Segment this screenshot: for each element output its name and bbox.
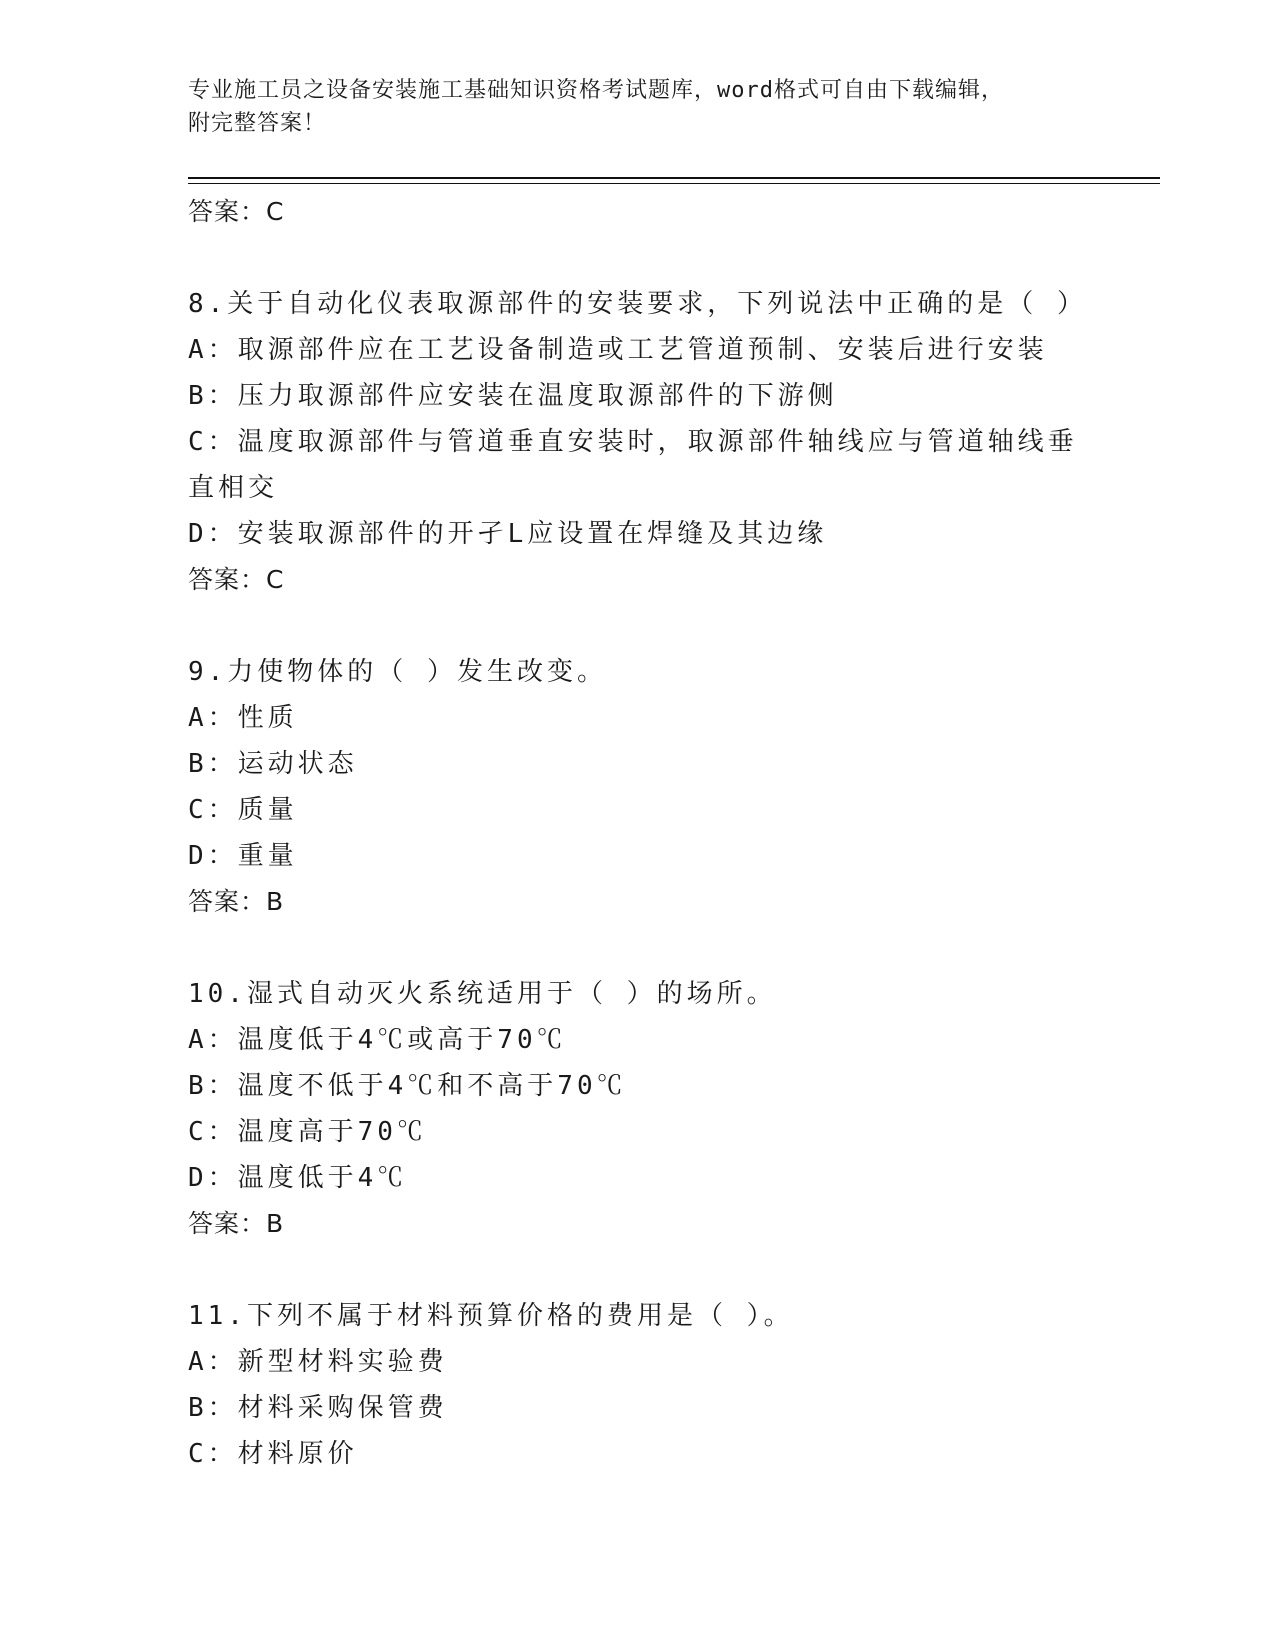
option-a: A：温度低于4℃或高于70℃: [188, 1025, 567, 1055]
question-stem: 9.力使物体的（ ）发生改变。: [188, 657, 607, 687]
question-11: [188, 1293, 1088, 1477]
option-c: C：质量: [188, 795, 298, 825]
option-c: C：材料原价: [188, 1439, 358, 1469]
question-stem: 11.下列不属于材料预算价格的费用是（ ）。: [188, 1301, 794, 1331]
option-b: B：压力取源部件应安装在温度取源部件的下游侧: [188, 381, 838, 411]
option-b: B：运动状态: [188, 749, 358, 779]
answer-line: 答案：C: [188, 565, 285, 594]
document-body: [188, 189, 1088, 1477]
option-b: B：材料采购保管费: [188, 1393, 448, 1423]
option-a: A：新型材料实验费: [188, 1347, 448, 1377]
question-8: [188, 281, 1088, 603]
header-divider-thin: [188, 183, 1160, 184]
option-d: D：安装取源部件的开孑L应设置在焊缝及其边缘: [188, 519, 828, 549]
option-c: C：温度高于70℃: [188, 1117, 427, 1147]
header-line-2: 附完整答案！: [188, 111, 327, 136]
document-header: [188, 74, 1088, 140]
option-d: D：重量: [188, 841, 298, 871]
question-stem: 10.湿式自动灭火系统适用于（ ）的场所。: [188, 979, 777, 1009]
option-b: B：温度不低于4℃和不高于70℃: [188, 1071, 627, 1101]
option-a: A：取源部件应在工艺设备制造或工艺管道预制、安装后进行安装: [188, 335, 1048, 365]
option-a: A：性质: [188, 703, 298, 733]
header-line-1: 专业施工员之设备安装施工基础知识资格考试题库，word格式可自由下载编辑，: [188, 78, 1004, 103]
option-d: D：温度低于4℃: [188, 1163, 408, 1193]
header-divider-thick: [188, 177, 1160, 179]
question-10: [188, 971, 1088, 1247]
answer-line: 答案：B: [188, 1209, 285, 1238]
answer-line: 答案：B: [188, 887, 285, 916]
question-9: [188, 649, 1088, 925]
question-stem: 8.关于自动化仪表取源部件的安装要求，下列说法中正确的是（ ）: [188, 289, 1087, 319]
answer-line: 答案：C: [188, 197, 285, 226]
option-c: C：温度取源部件与管道垂直安装时，取源部件轴线应与管道轴线垂直相交: [188, 427, 1078, 503]
